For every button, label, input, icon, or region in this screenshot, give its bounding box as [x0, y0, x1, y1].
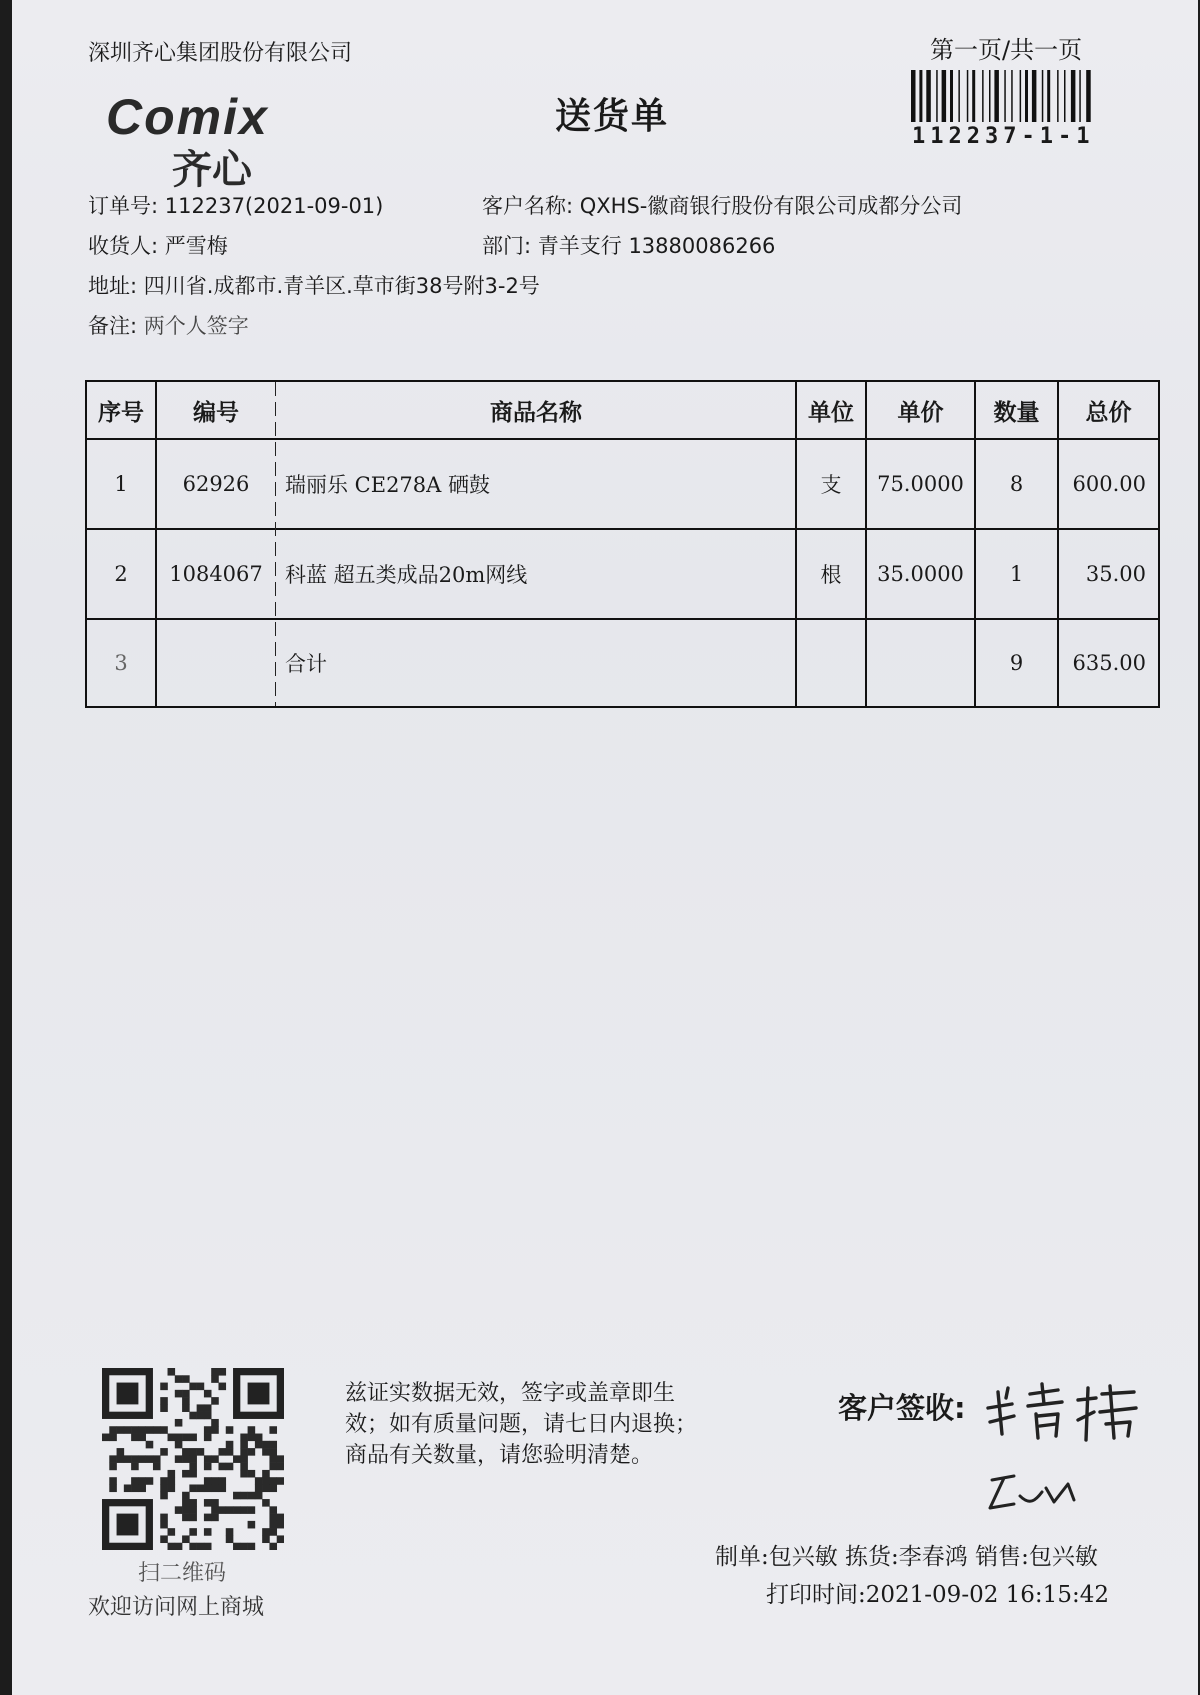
barcode-bar [942, 70, 947, 122]
qr-module [218, 1506, 226, 1514]
logo-en: Comix [106, 89, 269, 145]
logo-cn: 齐心 [172, 146, 252, 193]
qr-module [175, 1543, 183, 1550]
qr-module [117, 1455, 125, 1463]
qr-module [168, 1543, 176, 1550]
staff-signature [984, 1466, 1080, 1516]
qr-module [189, 1463, 197, 1471]
qr-module [204, 1499, 212, 1507]
page-title: 送货单 [555, 96, 670, 137]
qr-module [182, 1390, 190, 1398]
qr-module [277, 1514, 284, 1522]
qr-module [189, 1448, 197, 1456]
qr-module [204, 1477, 212, 1485]
qr-module [160, 1397, 168, 1405]
barcode-bar [936, 70, 938, 122]
qr-module [248, 1448, 256, 1456]
qr-module [182, 1455, 190, 1463]
qr-module [131, 1426, 139, 1434]
barcode-bar [958, 70, 960, 122]
table-divider [275, 382, 276, 706]
qr-module [277, 1455, 284, 1463]
qr-module [197, 1404, 205, 1412]
qr-module [211, 1477, 219, 1485]
barcode-bar [1047, 70, 1050, 122]
qr-module [233, 1455, 241, 1463]
qr-module [269, 1484, 277, 1492]
qr-module [109, 1484, 117, 1492]
qr-module [175, 1441, 183, 1449]
qr-module [204, 1463, 212, 1471]
barcode-bar [1071, 70, 1076, 122]
barcode-bar [1042, 70, 1044, 122]
qr-module [189, 1383, 197, 1391]
qr-module [131, 1484, 139, 1492]
dept-label: 部门: [482, 234, 532, 258]
qr-module [255, 1492, 263, 1500]
qr-module [269, 1514, 277, 1522]
remark-value: 两个人签字 [143, 314, 249, 338]
table-cell: 62926 [182, 472, 250, 496]
qr-module [182, 1375, 190, 1383]
qr-module [262, 1441, 270, 1449]
qr-module [160, 1383, 168, 1391]
qr-module [248, 1434, 256, 1442]
qr-module [204, 1404, 212, 1412]
qr-module [248, 1521, 256, 1529]
address-field [88, 270, 540, 300]
qr-module [269, 1477, 277, 1485]
qr-module [269, 1463, 277, 1471]
qr-module [211, 1419, 219, 1427]
qr-module [277, 1463, 284, 1471]
barcode-bar [989, 70, 991, 122]
qr-module [168, 1528, 176, 1536]
qr-module [226, 1506, 234, 1514]
page-info: 第一页/共一页 [930, 36, 1083, 64]
qr-module [262, 1499, 270, 1507]
header-qty: 数量 [993, 399, 1040, 426]
qr-module [160, 1477, 168, 1485]
order-no-value: 112237(2021-09-01) [164, 194, 384, 218]
qr-module [182, 1404, 190, 1412]
qr-module [197, 1484, 205, 1492]
address-label: 地址: [88, 274, 138, 298]
header-code: 编号 [193, 399, 239, 426]
qr-module [189, 1499, 197, 1507]
qr-module [160, 1521, 168, 1529]
notice-line: 效；如有质量问题，请七日内退换； [345, 1412, 698, 1437]
barcode-bar [1004, 70, 1006, 122]
qr-module [168, 1477, 176, 1485]
qr-module [277, 1535, 284, 1543]
qr-module [226, 1441, 234, 1449]
qr-module [182, 1448, 190, 1456]
qr-module [160, 1404, 168, 1412]
qr-module [146, 1455, 154, 1463]
qr-module [211, 1514, 219, 1522]
qr-module [117, 1383, 139, 1405]
notice-line: 商品有关数量，请您验明清楚。 [345, 1443, 654, 1468]
qr-module [175, 1375, 183, 1383]
qr-module [146, 1441, 154, 1449]
qr-module [189, 1543, 197, 1550]
order-no-field [88, 190, 383, 220]
qr-module [197, 1448, 205, 1456]
qr-module [182, 1514, 190, 1522]
barcode-bar [926, 70, 931, 122]
table-cell: 合计 [285, 652, 327, 676]
qr-module [226, 1448, 234, 1456]
qr-module [124, 1426, 132, 1434]
qr-module [233, 1492, 241, 1500]
barcode-bar [1032, 70, 1037, 122]
table-cell [157, 620, 275, 706]
qr-module [197, 1383, 205, 1391]
qr-module [277, 1521, 284, 1529]
qr-module [182, 1499, 190, 1507]
receiver-label: 收货人: [88, 234, 159, 258]
qr-module [240, 1470, 248, 1478]
qr-module [175, 1455, 183, 1463]
table-cell [867, 620, 974, 706]
qr-module [269, 1506, 277, 1514]
remark-label: 备注: [88, 314, 138, 338]
qr-module [218, 1383, 226, 1391]
qr-module [211, 1499, 219, 1507]
qr-module [131, 1463, 139, 1471]
table-cell: 1084067 [169, 562, 263, 586]
qr-module [204, 1434, 212, 1442]
table-cell: 635.00 [1072, 651, 1146, 675]
qr-module [189, 1470, 197, 1478]
qr-module [211, 1484, 219, 1492]
qr-module [248, 1383, 270, 1405]
table-cell: 2 [114, 562, 128, 586]
barcode-bar [972, 70, 975, 122]
barcode-bar [1086, 70, 1091, 122]
qr-module [146, 1426, 154, 1434]
handwritten-signature [982, 1378, 1142, 1448]
qr-module [262, 1448, 270, 1456]
qr-module [226, 1426, 234, 1434]
qr-module [211, 1375, 219, 1383]
address-value: 四川省.成都市.青羊区.草市街38号附3-2号 [143, 274, 540, 298]
qr-module [233, 1543, 241, 1550]
qr-module [218, 1477, 226, 1485]
qr-module [160, 1535, 168, 1543]
qr-module [211, 1455, 219, 1463]
qr-module [182, 1434, 190, 1442]
barcode-bar [994, 70, 999, 122]
qr-module [211, 1426, 219, 1434]
qr-module [175, 1506, 183, 1514]
customer-label: 客户名称: [482, 194, 574, 218]
qr-module [138, 1477, 146, 1485]
table-cell: 9 [1009, 651, 1024, 675]
barcode-bar [967, 70, 969, 122]
qr-module [168, 1368, 176, 1376]
table-cell: 35.0000 [877, 562, 964, 586]
qr-module [117, 1448, 125, 1456]
qr-module [117, 1426, 125, 1434]
qr-module [269, 1455, 277, 1463]
qr-module [153, 1426, 161, 1434]
qr-module [204, 1455, 212, 1463]
table-cell: 75.0000 [877, 472, 964, 496]
qr-module [204, 1484, 212, 1492]
staff-line: 制单:包兴敏 拣货:李春鸿 销售:包兴敏 [715, 1544, 1098, 1570]
qr-module [204, 1543, 212, 1550]
qr-module [182, 1470, 190, 1478]
barcode-bar [1025, 70, 1028, 122]
qr-module [117, 1514, 139, 1536]
qr-module [255, 1477, 263, 1485]
qr-module [131, 1455, 139, 1463]
qr-module [233, 1506, 241, 1514]
qr-module [160, 1514, 168, 1522]
qr-module [109, 1434, 117, 1442]
qr-module [182, 1397, 190, 1405]
header-price: 单价 [897, 399, 944, 426]
table-cell: 35.00 [1085, 562, 1146, 586]
qr-module [269, 1521, 277, 1529]
qr-module [240, 1463, 248, 1471]
qr-module [226, 1535, 234, 1543]
table-cell: 1 [1009, 562, 1024, 586]
barcode-bar [982, 70, 984, 122]
qr-module [175, 1390, 183, 1398]
dept-field [482, 230, 775, 260]
table-cell: 8 [1009, 472, 1024, 496]
barcode-bar [919, 70, 922, 122]
qr-module [248, 1470, 256, 1478]
table-cell: 1 [114, 472, 128, 496]
qr-module [218, 1463, 226, 1471]
header-total: 总价 [1085, 399, 1132, 426]
qr-module [160, 1484, 168, 1492]
qr-module [124, 1455, 132, 1463]
qr-module [240, 1441, 248, 1449]
qr-module [255, 1484, 263, 1492]
qr-module [211, 1368, 219, 1376]
qr-module [262, 1535, 270, 1543]
qr-module [277, 1477, 284, 1485]
qr-module [189, 1484, 197, 1492]
qr-module [269, 1528, 277, 1536]
header-seq: 序号 [98, 399, 144, 426]
qr-module [269, 1543, 277, 1550]
qr-module [218, 1448, 226, 1456]
qr-module [197, 1543, 205, 1550]
qr-module [262, 1528, 270, 1536]
qr-module [109, 1477, 117, 1485]
remark-field [88, 310, 249, 340]
table-cell [797, 620, 865, 706]
qr-module [131, 1434, 139, 1442]
comix-logo [106, 88, 346, 193]
qr-mall-label: 欢迎访问网上商城 [88, 1595, 265, 1620]
delivery-note-paper [12, 0, 1198, 1695]
qr-module [189, 1506, 197, 1514]
qr-module [240, 1448, 248, 1456]
qr-code[interactable] [102, 1368, 284, 1550]
qr-module [182, 1492, 190, 1500]
qr-module [131, 1477, 139, 1485]
qr-module [240, 1434, 248, 1442]
company-name: 深圳齐心集团股份有限公司 [88, 41, 353, 66]
customer-field [482, 190, 962, 220]
qr-module [240, 1492, 248, 1500]
customer-sign-label: 客户签收: [838, 1391, 966, 1425]
barcode [909, 70, 1127, 122]
qr-module [204, 1514, 212, 1522]
barcode-bar [1011, 70, 1013, 122]
qr-module [269, 1448, 277, 1456]
qr-module [204, 1390, 212, 1398]
qr-module [189, 1434, 197, 1442]
qr-module [153, 1455, 161, 1463]
notice-text [345, 1378, 697, 1471]
qr-module [262, 1484, 270, 1492]
qr-module [262, 1477, 270, 1485]
customer-value: QXHS-徽商银行股份有限公司成都分公司 [579, 194, 963, 218]
qr-module [255, 1441, 263, 1449]
qr-module [248, 1492, 256, 1500]
table-cell: 3 [114, 651, 128, 675]
barcode-bar [1079, 70, 1081, 122]
qr-module [197, 1412, 205, 1420]
table-cell: 根 [820, 563, 842, 587]
qr-module [226, 1528, 234, 1536]
qr-module [189, 1412, 197, 1420]
qr-module [262, 1470, 270, 1478]
qr-module [138, 1484, 146, 1492]
qr-module [269, 1426, 277, 1434]
qr-module [218, 1484, 226, 1492]
qr-module [182, 1535, 190, 1543]
qr-module [160, 1426, 168, 1434]
qr-module [109, 1426, 117, 1434]
qr-module [138, 1434, 146, 1442]
qr-module [248, 1426, 256, 1434]
notice-line: 兹证实数据无效，签字或盖章即生 [345, 1381, 676, 1406]
qr-module [189, 1455, 197, 1463]
barcode-bar [1057, 70, 1059, 122]
qr-module [248, 1543, 256, 1550]
qr-module [109, 1455, 117, 1463]
qr-module [211, 1506, 219, 1514]
qr-module [160, 1448, 168, 1456]
qr-module [255, 1434, 263, 1442]
barcode-bar [950, 70, 953, 122]
table-cell: 瑞丽乐 CE278A 硒鼓 [285, 473, 490, 497]
qr-module [218, 1368, 226, 1376]
qr-module [102, 1434, 110, 1442]
order-no-label: 订单号: [88, 194, 159, 218]
qr-module [248, 1506, 256, 1514]
barcode-graphic [909, 70, 1127, 122]
qr-module [269, 1441, 277, 1449]
qr-module [204, 1412, 212, 1420]
qr-module [138, 1455, 146, 1463]
receiver-value: 严雪梅 [164, 234, 228, 258]
qr-module [189, 1528, 197, 1536]
qr-module [138, 1426, 146, 1434]
goods-table [85, 380, 1160, 708]
qr-module [168, 1484, 176, 1492]
qr-module [168, 1470, 176, 1478]
table-cell: 600.00 [1072, 472, 1146, 496]
qr-module [146, 1477, 154, 1485]
qr-module [175, 1434, 183, 1442]
barcode-bar [1020, 70, 1022, 122]
qr-code-graphic [102, 1368, 284, 1550]
table-cell: 支 [820, 473, 842, 497]
dept-value: 青羊支行 13880086266 [537, 234, 776, 258]
receiver-field [88, 230, 228, 260]
qr-module [182, 1506, 190, 1514]
qr-label: 扫二维码 [138, 1561, 227, 1586]
header-product: 商品名称 [490, 399, 582, 426]
qr-module [240, 1455, 248, 1463]
qr-module [168, 1434, 176, 1442]
qr-module [109, 1463, 117, 1471]
qr-module [240, 1506, 248, 1514]
barcode-bar [911, 70, 916, 122]
qr-module [153, 1463, 161, 1471]
qr-module [204, 1528, 212, 1536]
qr-module [211, 1397, 219, 1405]
print-time: 打印时间:2021-09-02 16:15:42 [766, 1582, 1109, 1608]
table-cell: 科蓝 超五类成品20m网线 [285, 563, 528, 587]
qr-module [189, 1514, 197, 1522]
qr-module [175, 1419, 183, 1427]
qr-module [204, 1426, 212, 1434]
barcode-bar [1064, 70, 1066, 122]
qr-module [124, 1484, 132, 1492]
header-unit: 单位 [808, 399, 854, 426]
barcode-number: 112237-1-1 [912, 124, 1095, 149]
qr-module [240, 1543, 248, 1550]
qr-module [226, 1463, 234, 1471]
qr-module [160, 1492, 168, 1500]
